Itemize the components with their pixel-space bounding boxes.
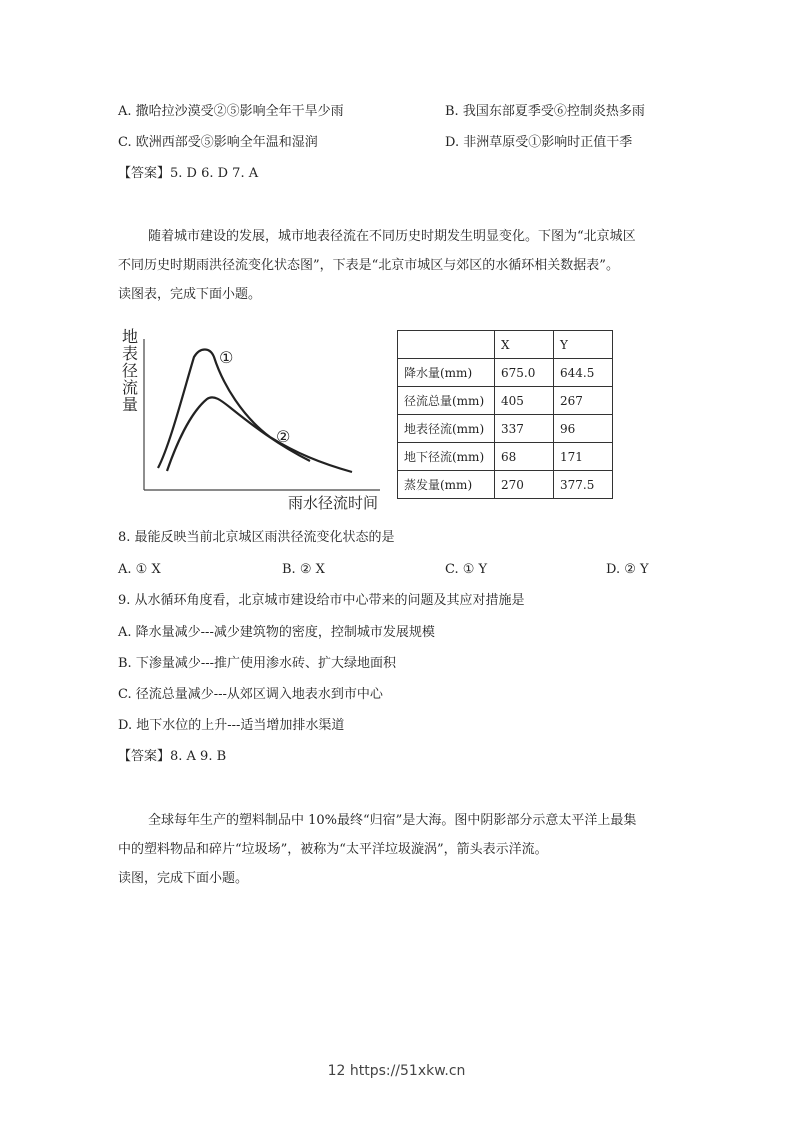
runoff-chart — [118, 325, 388, 510]
table-cell: 405 — [495, 387, 554, 415]
table-cell: 644.5 — [554, 359, 613, 387]
table-header-row — [398, 331, 613, 359]
q8-option-a: A. ① X — [118, 562, 161, 577]
passage-2-line-1: 全球每年生产的塑料制品中 10%最终“归宿”是大海。图中阴影部分示意太平洋上最集 — [148, 813, 637, 828]
passage-1-line-2: 不同历史时期雨洪径流变化状态图”，下表是“北京市城区与郊区的水循环相关数据表”。 — [118, 258, 619, 273]
x-axis-label: 雨水径流时间 — [288, 494, 379, 510]
curve-2-label: ② — [276, 427, 291, 446]
answer-block-2: 【答案】8. A 9. B — [118, 749, 227, 764]
y-label-char: 径 — [122, 361, 139, 380]
q9-stem: 9. 从水循环角度看，北京城市建设给市中心带来的问题及其应对措施是 — [118, 593, 525, 608]
table-cell: 径流总量(mm) — [398, 387, 495, 415]
y-label-char: 流 — [122, 378, 139, 397]
table-cell: 675.0 — [495, 359, 554, 387]
table-cell: 377.5 — [554, 471, 613, 499]
y-label-char: 表 — [122, 344, 139, 363]
q9-option-c: C. 径流总量减少---从郊区调入地表水到市中心 — [118, 687, 383, 702]
table-row — [398, 415, 613, 443]
table-row — [398, 471, 613, 499]
table-cell: 地下径流(mm) — [398, 443, 495, 471]
q9-option-a: A. 降水量减少---减少建筑物的密度，控制城市发展规模 — [118, 625, 435, 640]
q9-option-d: D. 地下水位的上升---适当增加排水渠道 — [118, 718, 345, 733]
q8-option-d: D. ② Y — [606, 562, 649, 577]
curve-1-label: ① — [219, 348, 234, 367]
table-cell: 270 — [495, 471, 554, 499]
page-footer: 12 https://51xkw.cn — [327, 1063, 466, 1079]
table-header-cell — [398, 331, 495, 359]
answer-block-1: 【答案】5. D 6. D 7. A — [118, 166, 259, 181]
table-row — [398, 443, 613, 471]
q7-option-c: C. 欧洲西部受⑤影响全年温和湿润 — [118, 135, 318, 150]
passage-1 — [118, 222, 688, 309]
q8-stem: 8. 最能反映当前北京城区雨洪径流变化状态的是 — [118, 530, 395, 545]
q7-option-b: B. 我国东部夏季受⑥控制炎热多雨 — [445, 104, 645, 119]
q8-option-b: B. ② X — [282, 562, 325, 577]
table-cell: 降水量(mm) — [398, 359, 495, 387]
table-cell: 68 — [495, 443, 554, 471]
q9-option-b: B. 下渗量减少---推广使用渗水砖、扩大绿地面积 — [118, 656, 396, 671]
passage-1-line-3: 读图表，完成下面小题。 — [118, 287, 262, 302]
table-cell: 蒸发量(mm) — [398, 471, 495, 499]
table-cell: 267 — [554, 387, 613, 415]
q7-option-d: D. 非洲草原受①影响时正值干季 — [445, 135, 633, 150]
passage-2 — [118, 806, 688, 893]
curve-1 — [158, 350, 352, 473]
passage-1-line-1: 随着城市建设的发展，城市地表径流在不同历史时期发生明显变化。下图为“北京城区 — [148, 229, 636, 244]
y-label-char: 量 — [122, 395, 139, 414]
q8-option-c: C. ① Y — [445, 562, 488, 577]
q7-option-a: A. 撒哈拉沙漠受②⑤影响全年干旱少雨 — [118, 104, 344, 119]
table-cell: 171 — [554, 443, 613, 471]
y-label-char: 地 — [122, 327, 139, 346]
table-row — [398, 387, 613, 415]
passage-2-line-2: 中的塑料物品和碎片“垃圾场”，被称为“太平洋垃圾漩涡”，箭头表示洋流。 — [118, 842, 548, 857]
passage-2-line-3: 读图，完成下面小题。 — [118, 871, 249, 886]
table-cell: 96 — [554, 415, 613, 443]
y-axis-label — [122, 327, 138, 414]
water-cycle-table — [397, 330, 613, 499]
table-header-cell: Y — [554, 331, 613, 359]
table-cell: 337 — [495, 415, 554, 443]
table-row — [398, 359, 613, 387]
table-header-cell: X — [495, 331, 554, 359]
table-cell: 地表径流(mm) — [398, 415, 495, 443]
